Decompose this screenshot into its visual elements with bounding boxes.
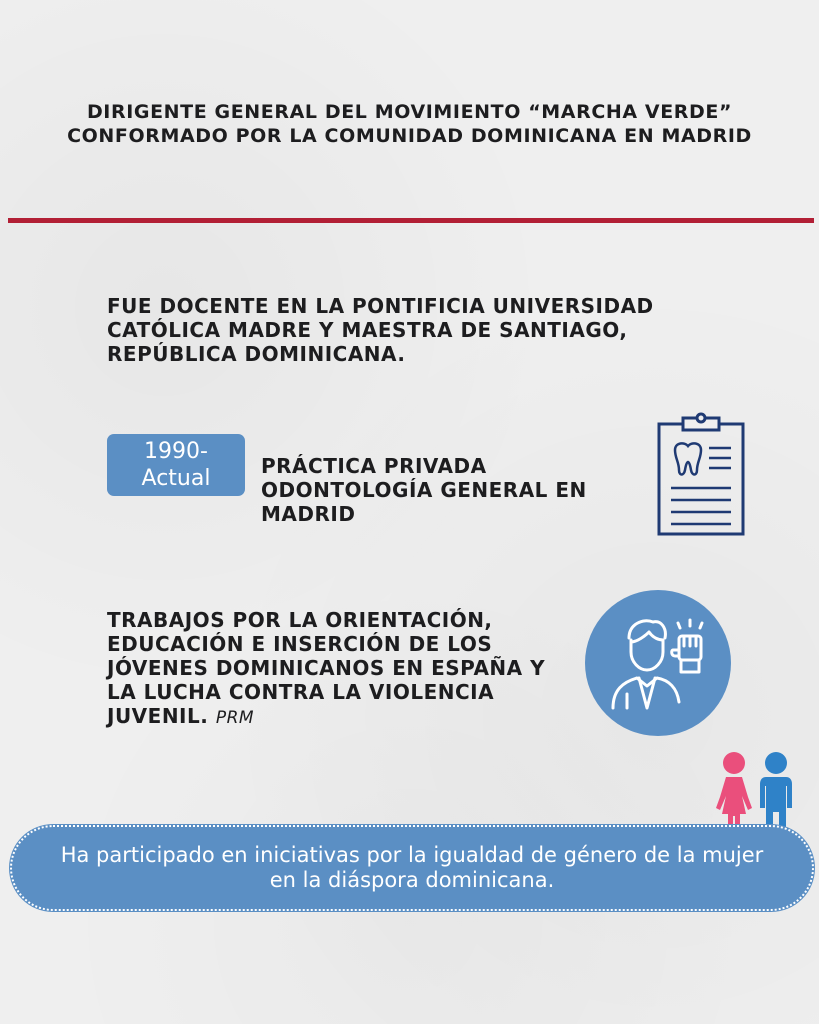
trabajos-block xyxy=(107,608,567,730)
party-tag: PRM xyxy=(215,708,255,728)
date-badge xyxy=(107,434,245,496)
page-title: DIRIGENTE GENERAL DEL MOVIMIENTO “MARCHA VERDE” CONFORMADO POR LA COMUNIDAD DOMINICANA EN MADRID xyxy=(67,101,752,147)
gender-equality-banner xyxy=(10,825,814,911)
date-badge-end: Actual xyxy=(141,466,211,491)
activist-fist-icon xyxy=(585,590,731,736)
dental-clipboard-icon xyxy=(655,412,747,538)
date-badge-start: 1990- xyxy=(144,439,208,464)
banner-text: Ha participado en iniciativas por la igualdad de género de la mujer en la diáspora dominicana. xyxy=(60,843,764,892)
trabajos-text: TRABAJOS POR LA ORIENTACIÓN, EDUCACIÓN E INSERCIÓN DE LOS JÓVENES DOMINICANOS EN ESPAÑA Y LA LUCHA CONTRA LA VIOLENCIA JUVENIL. xyxy=(107,608,546,728)
red-divider xyxy=(8,218,814,223)
practica-text: PRÁCTICA PRIVADA ODONTOLOGÍA GENERAL EN MADRID xyxy=(261,454,587,526)
docente-text: FUE DOCENTE EN LA PONTIFICIA UNIVERSIDAD CATÓLICA MADRE Y MAESTRA DE SANTIAGO, REPÚBLICA DOMINICANA. xyxy=(107,294,654,366)
